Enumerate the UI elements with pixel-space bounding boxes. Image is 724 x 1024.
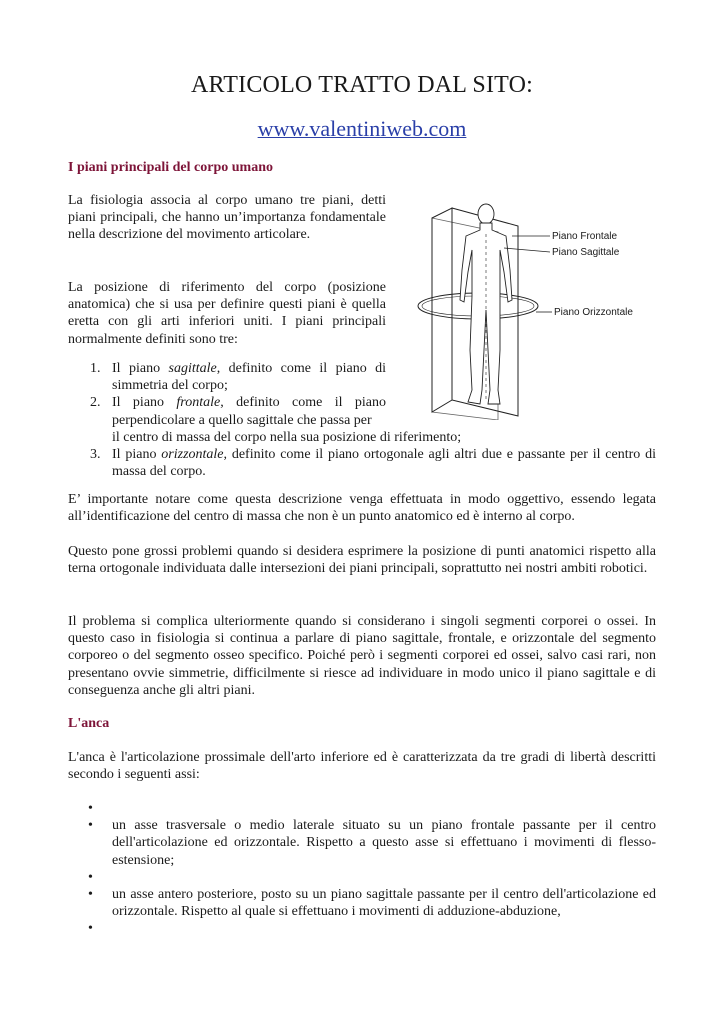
sagittal-plane-shape [432,208,452,412]
list-item: 2. Il piano frontale, definito come il piano perpendicolare a quello sagittale che passa per il centro di massa del corpo nella sua posizione di riferimento; [90,395,462,445]
page-title: ARTICOLO TRATTO DAL SITO: [190,72,533,98]
list-item: • [88,869,93,885]
section-heading-anca: L'anca [68,716,110,731]
body-planes-illustration [416,200,638,420]
site-link[interactable]: www.valentiniweb.com [257,116,467,141]
label-piano-orizzontale: Piano Orizzontale [554,307,633,318]
list-item: • [88,801,93,816]
list-item: • [88,921,93,937]
label-piano-sagittale: Piano Sagittale [552,247,620,258]
paragraph-oggettivo: E’ importante notare come questa descrizione venga effettuata in modo oggettivo, essendo legata all’identificazione del centro di massa che non è un punto anatomico ed è interno al corpo. [68,492,656,525]
paragraph-posizione: La posizione di riferimento del corpo (posizione anatomica) che si usa per definire questi piani è quella eretta con gli arti inferiori uniti. I piani principali normalmente definiti sono tre: [68,280,386,347]
body-planes-figure [416,200,638,420]
paragraph-intro: La fisiologia associa al corpo umano tre piani, detti piani principali, che hanno un’importanza fondamentale nella descrizione del movimento articolare. [68,193,386,243]
paragraph-problemi: Questo pone grossi problemi quando si desidera esprimere la posizione di punti anatomici rispetto alla terna ortogonale individuata dalle intersezioni dei piani principali, soprattutto nei nostri ambiti robotici. [68,544,656,577]
label-piano-frontale: Piano Frontale [552,231,618,242]
list-item: 3. Il piano orizzontale, definito come il piano ortogonale agli altri due e passante per il centro di massa del corpo. [90,447,656,480]
list-item: • un asse antero posteriore, posto su un piano sagittale passante per il centro dell'articolazione ed orizzontale. Rispetto al quale si effettuano i movimenti di adduzione-abduzione, [88,886,656,920]
section-heading-piani: I piani principali del corpo umano [68,160,273,175]
paragraph-segmenti: Il problema si complica ulteriormente quando si considerano i singoli segmenti corporei o ossei. In questo caso in fisiologia si continua a parlare di piano sagittale, frontale, e orizzontale del segmento corporeo o del segmento osseo specifico. Poiché però i segmenti corporei ed ossei, salvo casi rari, non presentano ovvie simmetrie, difficilmente si riesce ad individuare in modo unico il piano sagittale e di conseguenza anche gli altri piani. [68,614,656,698]
assi-list [68,800,656,938]
list-item: • un asse trasversale o medio laterale situato su un piano frontale passante per il centro dell'articolazione ed orizzontale. Rispetto a questo asse si effettuano i movimenti di flesso-estensione; [88,818,656,868]
paragraph-anca: L'anca è l'articolazione prossimale dell'arto inferiore ed è caratterizzata da tre gradi di libertà descritti secondo i seguenti assi: [68,750,656,783]
list-item: 1. Il piano sagittale, definito come il piano di simmetria del corpo; [90,361,387,394]
